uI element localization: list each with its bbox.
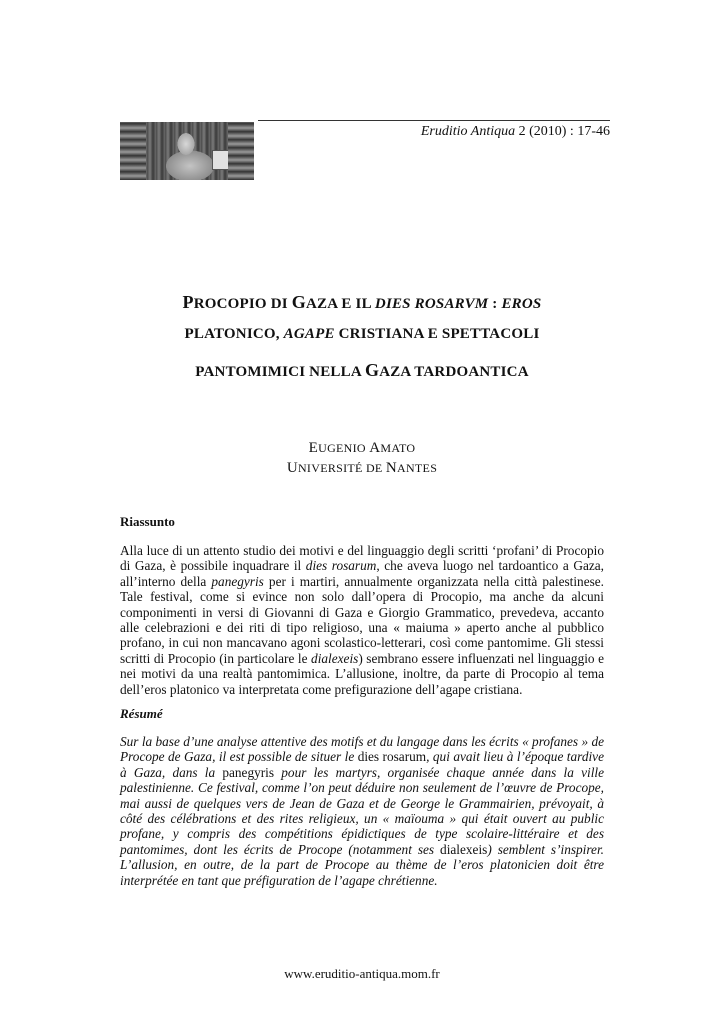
- abstract-italic: dialexeis: [311, 650, 359, 666]
- abstract-text: Sur la base d’une analyse attentive des motifs et du langage dans les écrits « profanes » de Procope de Gaza, il est possible de situer le: [120, 734, 604, 765]
- title-italic: AGAPE: [283, 326, 335, 342]
- column-left-decoration: [120, 122, 146, 180]
- title-text: PLATONICO,: [184, 326, 284, 342]
- affiliation-cap: N: [385, 460, 397, 476]
- title-text: AZA TARDOANTICA: [379, 364, 529, 380]
- abstract-text: ) semblent s’inspirer. L’allusion, en outre, de la part de Procope au thème de l’eros platonicien doit être interprétée en tant que préfiguration de l’agape chrétienne.: [120, 841, 604, 888]
- title-line-1: [0, 292, 724, 313]
- resume-body: [120, 734, 604, 888]
- title-cap: G: [364, 360, 380, 380]
- abstract-text: per i martiri, annualmente organizzata nella città palestinese. Tale festival, come si evince non solo dall’opera di Procopio, ma anche da alcuni componimenti in versi di Giovanni di Gaza e Giorgio Grammatico, prevedeva, accanto alle celebrazioni e dei riti di tipo religioso, una « maiuma » aperto anche al pubblico profano, in cui non mancavano agoni scolastico-letterari, così come pantomime. Gli stessi scritti di Procopio (in particolare le: [120, 573, 605, 666]
- affiliation-text: NIVERSITÉ DE: [297, 461, 386, 475]
- abstract-roman: dialexeis: [440, 841, 488, 857]
- resume-heading: Résumé: [120, 706, 163, 721]
- title-text: ROCOPIO DI: [193, 296, 292, 312]
- affiliation-text: ANTES: [397, 461, 438, 475]
- abstract-italic: panegyris: [211, 573, 264, 589]
- title-line-2: [0, 326, 724, 343]
- title-text: AZA E IL: [305, 296, 375, 312]
- title-cap: P: [182, 292, 194, 312]
- abstract-text: ) sembrano essere influenzati nel linguaggio e nei motivi da una realtà pantomimica. L’allusione, inoltre, da parte di Procopio al tema dell’eros platonico va interpretata come prefigurazione dell’agape cristiana.: [120, 650, 604, 697]
- affiliation-cap: U: [286, 460, 298, 476]
- journal-volume-pages: 2 (2010) : 17-46: [515, 124, 610, 139]
- abstract-text: pour les martyrs, organisée chaque année dans la ville palestinienne. Ce festival, comme l’on peut déduire non seulement de l’œuvre de Procope, mai aussi de quelques vers de Jean de Gaza et de George le Grammairien, prévoyait, à côté des célébrations et des rites religieux, un « maïouma » qui était ouvert au public profane, y compris des compétitions épidictiques de type scolaire-littéraire et des pantomimes, dont les écrits de Procope (notamment ses: [120, 764, 604, 857]
- footer-url[interactable]: www.eruditio-antiqua.mom.fr: [284, 966, 440, 981]
- title-line-3: [0, 360, 724, 381]
- abstract-roman: dies rosarum: [357, 749, 427, 765]
- riassunto-body: [120, 543, 604, 697]
- title-cap: G: [291, 292, 306, 312]
- abstract-roman: panegyris: [222, 764, 275, 780]
- author-cap: E: [308, 440, 319, 456]
- abstract-text: , che aveva luogo nel tardoantico a Gaza, all’interno della: [120, 558, 604, 589]
- title-italic: EROS: [501, 296, 542, 312]
- author-cap: A: [369, 440, 381, 456]
- author-text: MATO: [380, 441, 416, 455]
- riassunto-heading: Riassunto: [120, 514, 175, 529]
- author-affiliation: [0, 460, 724, 477]
- manuscript-illustration-icon: [120, 122, 254, 180]
- author-text: UGENIO: [318, 441, 370, 455]
- journal-name: Eruditio Antiqua: [420, 124, 516, 139]
- column-right-decoration: [228, 122, 254, 180]
- title-text: :: [488, 296, 502, 312]
- title-text: PANTOMIMICI NELLA: [195, 364, 365, 380]
- author-name: [0, 440, 724, 457]
- abstract-text: Alla luce di un attento studio dei motivi e del linguaggio degli scritti ‘profani’ di Procopio di Gaza, è possibile inquadrare il: [120, 543, 604, 574]
- abstract-text: , qui avait lieu à l’époque tardive à Gaza, dans la: [120, 749, 604, 780]
- abstract-italic: dies rosarum: [305, 558, 377, 574]
- title-italic: DIES ROSARVM: [374, 296, 489, 312]
- journal-citation: [421, 124, 610, 140]
- title-text: CRISTIANA E SPETTACOLI: [334, 326, 540, 342]
- header-rule: [258, 120, 610, 121]
